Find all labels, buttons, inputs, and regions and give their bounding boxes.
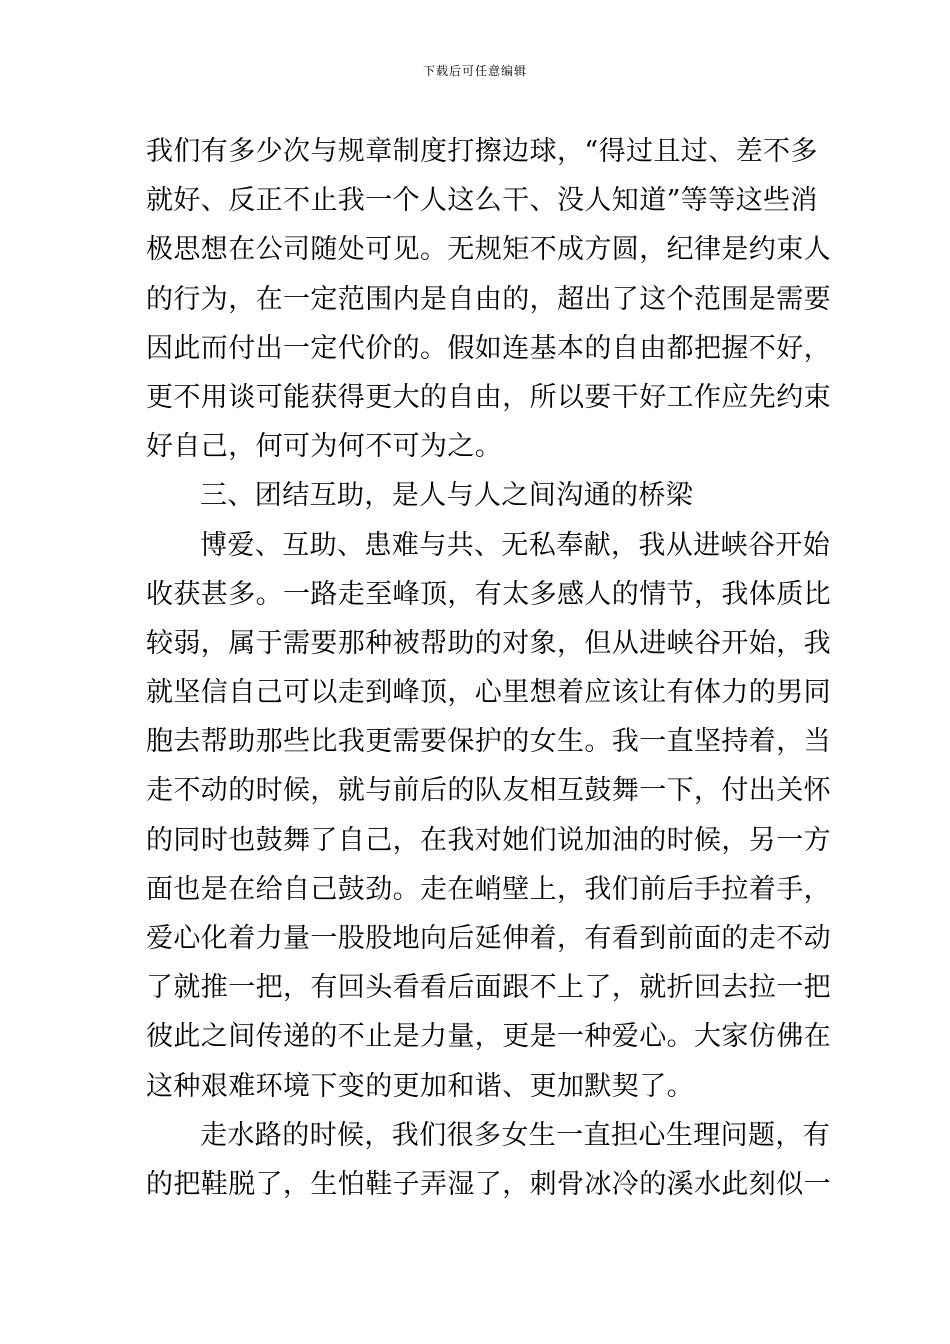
text-line: 了就推一把，有回头看看后面跟不上了，就折回去拉一把: [146, 972, 831, 1004]
text-line: 较弱，属于需要那种被帮助的对象，但从进峡谷开始，我: [146, 627, 831, 659]
text-line: 的行为，在一定范围内是自由的，超出了这个范围是需要: [146, 283, 831, 315]
text-line: 彼此之间传递的不止是力量，更是一种爱心。大家仿佛在: [146, 1021, 831, 1053]
text-line: 好自己，何可为何不可为之。: [146, 431, 503, 463]
text-line: 我们有多少次与规章制度打擦边球，“得过且过、差不多: [146, 136, 818, 167]
section-heading: 三、团结互助，是人与人之间沟通的桥梁: [200, 480, 694, 512]
text-line: 这种艰难环境下变的更加和谐、更加默契了。: [146, 1070, 694, 1102]
text-line: 胞去帮助那些比我更需要保护的女生。我一直坚持着，当: [146, 726, 831, 758]
text-line: 的同时也鼓舞了自己，在我对她们说加油的时候，另一方: [146, 824, 831, 856]
text-line: 收获甚多。一路走至峰顶，有太多感人的情节，我体质比: [146, 578, 831, 610]
text-line: 面也是在给自己鼓劲。走在峭壁上，我们前后手拉着手，: [146, 873, 831, 905]
text-line: 极思想在公司随处可见。无规矩不成方圆，纪律是约束人: [146, 234, 831, 266]
paragraph-start-line: 博爱、互助、患难与共、无私奉献，我从进峡谷开始: [200, 529, 831, 561]
text-line: 就好、反正不止我一个人这么干、没人知道”等等这些消: [146, 185, 818, 217]
text-line: 就坚信自己可以走到峰顶，心里想着应该让有体力的男同: [146, 677, 831, 709]
text-line: 更不用谈可能获得更大的自由，所以要干好工作应先约束: [146, 381, 831, 413]
document-body: [146, 127, 831, 1209]
text-line: 因此而付出一定代价的。假如连基本的自由都把握不好，: [146, 332, 831, 364]
page-header: 下载后可任意编辑: [422, 64, 527, 78]
text-line: 走不动的时候，就与前后的队友相互鼓舞一下，付出关怀: [146, 775, 831, 807]
text-line: 的把鞋脱了，生怕鞋子弄湿了，刺骨冰冷的溪水此刻似一: [146, 1168, 831, 1200]
paragraph-start-line: 走水路的时候，我们很多女生一直担心生理问题，有: [200, 1119, 831, 1151]
text-line: 爱心化着力量一股股地向后延伸着，有看到前面的走不动: [146, 923, 831, 954]
